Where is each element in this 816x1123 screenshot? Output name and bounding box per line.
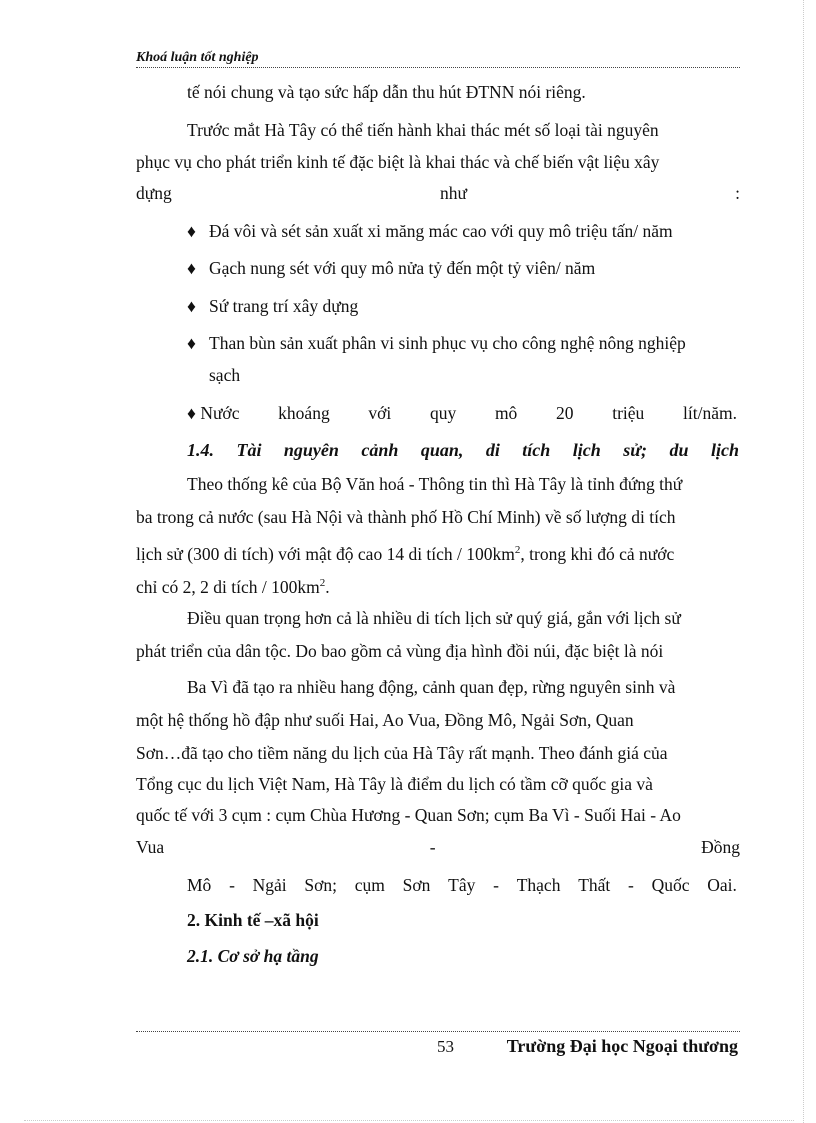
word: : (735, 183, 740, 203)
section-heading-2: 2. Kinh tế –xã hội (187, 910, 319, 930)
body-line: Trước mắt Hà Tây có thể tiến hành khai thác mét số loại tài nguyên (187, 120, 659, 140)
word: quy (429, 403, 457, 423)
diamond-bullet-icon: ♦ (187, 333, 196, 353)
word: 20 (556, 403, 574, 423)
bullet-item (187, 220, 673, 242)
word: như (439, 183, 467, 203)
body-line-justified: Mô - Ngải Sơn; cụm Sơn Tây - Thạch Thất - Quốc Oai. (187, 875, 737, 895)
bullet-text: Đá vôi và sét sản xuất xi măng mác cao với quy mô triệu tấn/ năm (209, 221, 673, 241)
bullet-item (187, 257, 595, 279)
bullet-item (187, 295, 358, 317)
document-header: Khoá luận tốt nghiệp (136, 50, 740, 68)
body-line: Điều quan trọng hơn cả là nhiều di tích lịch sử quý giá, gắn với lịch sử (187, 608, 681, 628)
bullet-text: Gạch nung sét với quy mô nửa tỷ đến một tỷ viên/ năm (209, 258, 596, 278)
word: triệu (612, 403, 645, 423)
word: mô (494, 403, 518, 423)
section-heading-1-4: 1.4. Tài nguyên cảnh quan, di tích lịch sử; du lịch (187, 440, 739, 460)
body-line: Sơn…đã tạo cho tiềm năng du lịch của Hà Tây rất mạnh. Theo đánh giá của (136, 743, 668, 763)
diamond-bullet-icon: ♦ Nước (187, 403, 240, 423)
word: dựng (136, 183, 172, 203)
bullet-item-justified (187, 402, 737, 424)
body-line: phát triển của dân tộc. Do bao gồm cả vùng địa hình đồi núi, đặc biệt là nói (136, 641, 664, 661)
diamond-bullet-icon: ♦ (187, 258, 196, 278)
diamond-bullet-icon: ♦ (187, 221, 196, 241)
body-line: một hệ thống hồ đập như suối Hai, Ao Vua, Đồng Mô, Ngải Sơn, Quan (136, 710, 634, 730)
word: với (368, 403, 392, 423)
page-edge-right (803, 0, 804, 1123)
footer-school-name: Trường Đại học Ngoại thương (506, 1036, 738, 1056)
body-line-justified: Vua - Đồng (136, 837, 740, 857)
footer-divider (136, 1031, 740, 1032)
diamond-bullet-icon: ♦ (187, 296, 196, 316)
page-edge-bottom (24, 1120, 794, 1121)
body-line: Tổng cục du lịch Việt Nam, Hà Tây là điểm du lịch có tầm cỡ quốc gia và (136, 774, 653, 794)
body-line: quốc tế với 3 cụm : cụm Chùa Hương - Quan Sơn; cụm Ba Vì - Suối Hai - Ao (136, 805, 681, 825)
body-line: ba trong cả nước (sau Hà Nội và thành phố Hồ Chí Minh) về số lượng di tích (136, 507, 676, 527)
body-line: Ba Vì đã tạo ra nhiều hang động, cảnh quan đẹp, rừng nguyên sinh và (187, 677, 676, 697)
word: lít/năm. (683, 403, 737, 423)
body-line: phục vụ cho phát triển kinh tế đặc biệt là khai thác và chế biến vật liệu xây (136, 152, 660, 172)
body-line: tế nói chung và tạo sức hấp dẫn thu hút ĐTNN nói riêng. (187, 82, 586, 102)
body-line-justified (136, 182, 740, 204)
page-number: 53 (437, 1037, 454, 1056)
bullet-text: Sứ trang trí xây dựng (209, 296, 359, 316)
word: khoáng (278, 403, 330, 423)
bullet-continuation: sạch (209, 365, 241, 385)
section-heading-2-1: 2.1. Cơ sở hạ tầng (187, 946, 319, 966)
body-line: Theo thống kê của Bộ Văn hoá - Thông tin thì Hà Tây là tỉnh đứng thứ (187, 474, 683, 494)
body-line: lịch sử (300 di tích) với mật độ cao 14 di tích / $100km^2$, trong khi đó cả nước (136, 543, 675, 564)
bullet-text: Than bùn sản xuất phân vi sinh phục vụ cho công nghệ nông nghiệp (209, 333, 686, 353)
bullet-item (187, 332, 686, 354)
body-line: chỉ có 2, 2 di tích / $100km^2$. (136, 576, 330, 597)
